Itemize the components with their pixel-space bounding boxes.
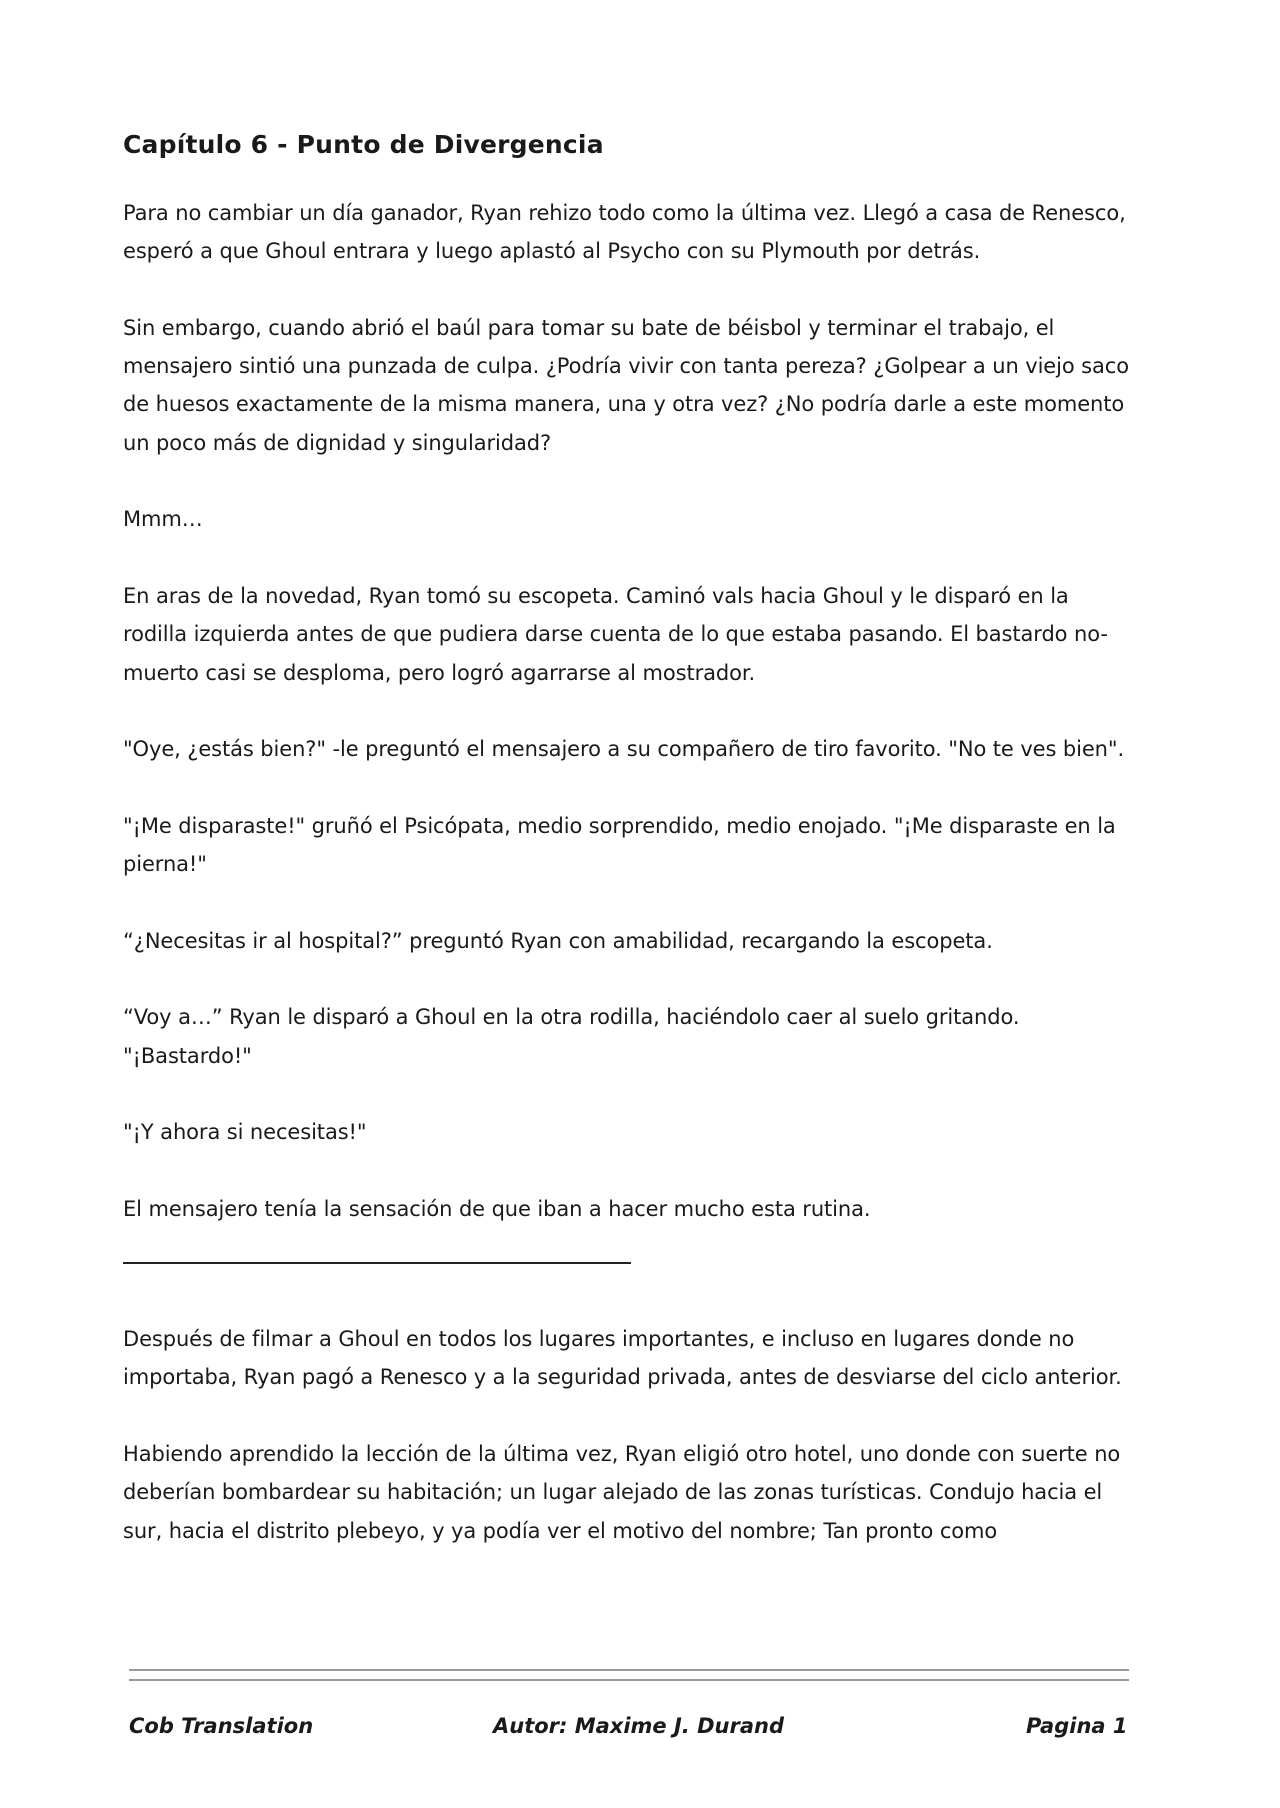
- chapter-title: Capítulo 6 - Punto de Divergencia: [123, 130, 604, 159]
- footer-author: Autor: Maxime J. Durand: [493, 1714, 784, 1738]
- paragraph: “¿Necesitas ir al hospital?” preguntó Ryan con amabilidad, recargando la escopeta.: [123, 928, 993, 953]
- paragraph: En aras de la novedad, Ryan tomó su escopeta. Caminó vals hacia Ghoul y le disparó en la rodilla izquierda antes de que pudiera darse cuenta de lo que estaba pasando. El bastardo no-muerto casi se desploma, pero logró agarrarse al mostrador.: [123, 583, 1108, 685]
- paragraph: El mensajero tenía la sensación de que iban a hacer mucho esta rutina.: [123, 1196, 871, 1221]
- paragraph: Sin embargo, cuando abrió el baúl para tomar su bate de béisbol y terminar el trabajo, el mensajero sintió una punzada de culpa. ¿Podría vivir con tanta pereza? ¿Golpear a un viejo saco de huesos exactamente de la misma manera, una y otra vez? ¿No podría darle a este momento un poco más de dignidad y singularidad?: [123, 315, 1129, 455]
- footer-rule: [129, 1679, 1129, 1681]
- paragraph: Habiendo aprendido la lección de la última vez, Ryan eligió otro hotel, uno donde con suerte no deberían bombardear su habitación; un lugar alejado de las zonas turísticas. Condujo hacia el sur, hacia el distrito plebeyo, y ya podía ver el motivo del nombre; Tan pronto como: [123, 1441, 1121, 1543]
- footer-translator: Cob Translation: [129, 1714, 314, 1738]
- section-separator: [123, 1262, 631, 1264]
- paragraph: Para no cambiar un día ganador, Ryan rehizo todo como la última vez. Llegó a casa de Renesco, esperó a que Ghoul entrara y luego aplastó al Psycho con su Plymouth por detrás.: [123, 201, 1126, 264]
- page-content: [123, 126, 1133, 1550]
- paragraph: "Oye, ¿estás bien?" -le preguntó el mensajero a su compañero de tiro favorito. "No te ves bien".: [123, 737, 1125, 762]
- footer-rule: [129, 1669, 1129, 1671]
- paragraph: Después de filmar a Ghoul en todos los lugares importantes, e incluso en lugares donde no importaba, Ryan pagó a Renesco y a la seguridad privada, antes de desviarse del ciclo anterior.: [123, 1327, 1122, 1390]
- paragraph: "¡Me disparaste!" gruñó el Psicópata, medio sorprendido, medio enojado. "¡Me disparaste en la pierna!": [123, 813, 1116, 877]
- paragraph: "¡Y ahora si necesitas!": [123, 1120, 367, 1145]
- paragraph: Mmm…: [123, 507, 203, 532]
- paragraph: “Voy a…” Ryan le disparó a Ghoul en la otra rodilla, haciéndolo caer al suelo gritando. "¡Bastardo!": [123, 1005, 1020, 1068]
- footer-page-number: Pagina 1: [1026, 1714, 1128, 1738]
